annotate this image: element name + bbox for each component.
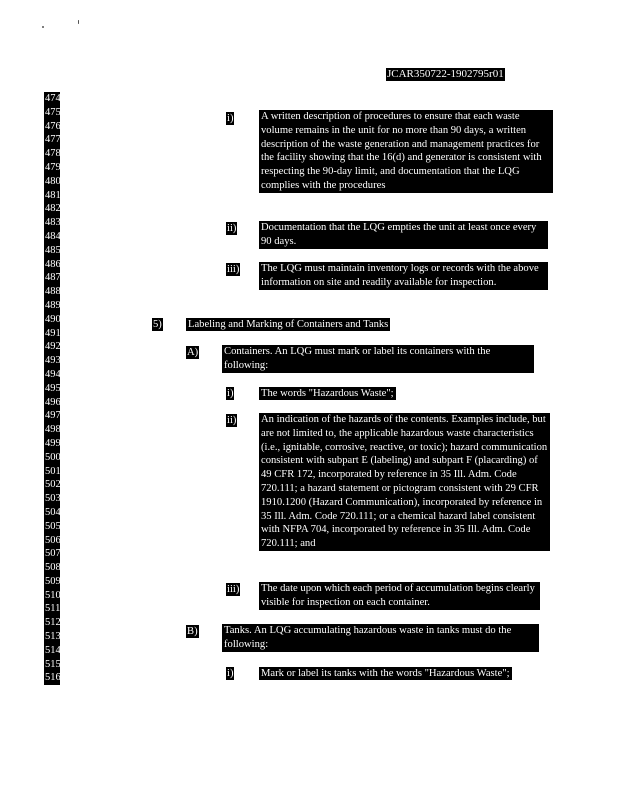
line-number: 498 [45,424,61,436]
line-number: 495 [45,382,61,394]
line-number: 485 [45,244,61,256]
scan-speck [78,20,79,24]
line-number: 477 [45,134,61,146]
line-number: 494 [45,368,61,380]
line-number: 508 [45,562,61,574]
line-number: 510 [45,589,61,601]
line-number: 499 [45,437,61,449]
line-number: 476 [45,120,61,132]
section-heading: Labeling and Marking of Containers and Tanks [188,319,389,330]
line-number: 514 [45,644,61,656]
line-number: 511 [45,603,61,615]
line-number: 507 [45,548,61,560]
inventory-logs-text: The LQG must maintain inventory logs or records with the above information on site and readily available for inspection. [259,262,548,290]
document-id: JCAR350722-1902795r01 [387,68,504,80]
line-number: 489 [45,299,61,311]
tank-label-text: Mark or label its tanks with the words "Hazardous Waste"; [261,668,510,679]
line-number: 482 [45,203,61,215]
line-number: 516 [45,672,61,684]
line-number: 503 [45,493,61,505]
line-number: 488 [45,286,61,298]
item-marker: i) [227,668,234,679]
line-number: 502 [45,479,61,491]
line-number: 480 [45,175,61,187]
line-number: 493 [45,355,61,367]
item-marker: i) [227,388,234,399]
hazardous-waste-words-text: The words "Hazardous Waste"; [261,388,394,399]
scan-speck [42,26,44,28]
item-marker: iii) [227,584,240,595]
documentation-text: Documentation that the LQG empties the unit at least once every 90 days. [259,221,548,249]
line-number: 492 [45,341,61,353]
accumulation-date-text: The date upon which each period of accumulation begins clearly visible for inspection on each container. [259,582,540,610]
subsection-marker: B) [187,626,198,637]
line-number: 504 [45,506,61,518]
subsection-marker: A) [187,347,199,358]
line-number: 500 [45,451,61,463]
item-marker: iii) [227,264,240,275]
line-number: 474 [45,93,61,104]
line-number: 509 [45,575,61,587]
line-number: 478 [45,148,61,160]
line-number: 497 [45,410,61,422]
line-number: 487 [45,272,61,284]
line-number: 501 [45,465,61,477]
item-marker: ii) [227,223,237,234]
line-number-column [44,92,60,685]
hazards-indication-text: An indication of the hazards of the contents. Examples include, but are not limited to, the applicable hazardous waste characteristics (i.e., ignitable, corrosive, reactive, or toxic); hazard communication consistent with subpart E (labeling) and subpart F (placarding) of 49 CFR 172, incorporated by reference in 35 Ill. Adm. Code 720.111; a hazard statement or pictogram consistent with 29 CFR 1910.1200 (Hazard Communication), incorporated by reference in 35 Ill. Adm. Code 720.111; or a chemical hazard label consistent with NFPA 704, incorporated by reference in 35 Ill. Adm. Code 720.111; and [259,413,550,551]
line-number: 512 [45,617,61,629]
line-number: 496 [45,396,61,408]
line-number: 491 [45,327,61,339]
section-marker: 5) [153,319,162,330]
containers-text: Containers. An LQG must mark or label its containers with the following: [222,345,534,373]
line-number: 515 [45,658,61,670]
line-number: 505 [45,520,61,532]
tanks-text: Tanks. An LQG accumulating hazardous waste in tanks must do the following: [222,624,539,652]
line-number: 506 [45,534,61,546]
line-number: 486 [45,258,61,270]
item-marker: ii) [227,415,237,426]
line-number: 475 [45,106,61,118]
line-number: 479 [45,161,61,173]
procedures-description-text: A written description of procedures to ensure that each waste volume remains in the unit for no more than 90 days, a written description of the waste generation and management practices for the facility showing that the 16(d) and generator is consistent with respecting the 90-day limit, and documentation that the LQG complies with the procedures [259,110,553,193]
line-number: 481 [45,189,61,201]
line-number: 484 [45,230,61,242]
line-number: 490 [45,313,61,325]
item-marker: i) [227,113,234,124]
line-number: 513 [45,631,61,643]
line-number: 483 [45,217,61,229]
